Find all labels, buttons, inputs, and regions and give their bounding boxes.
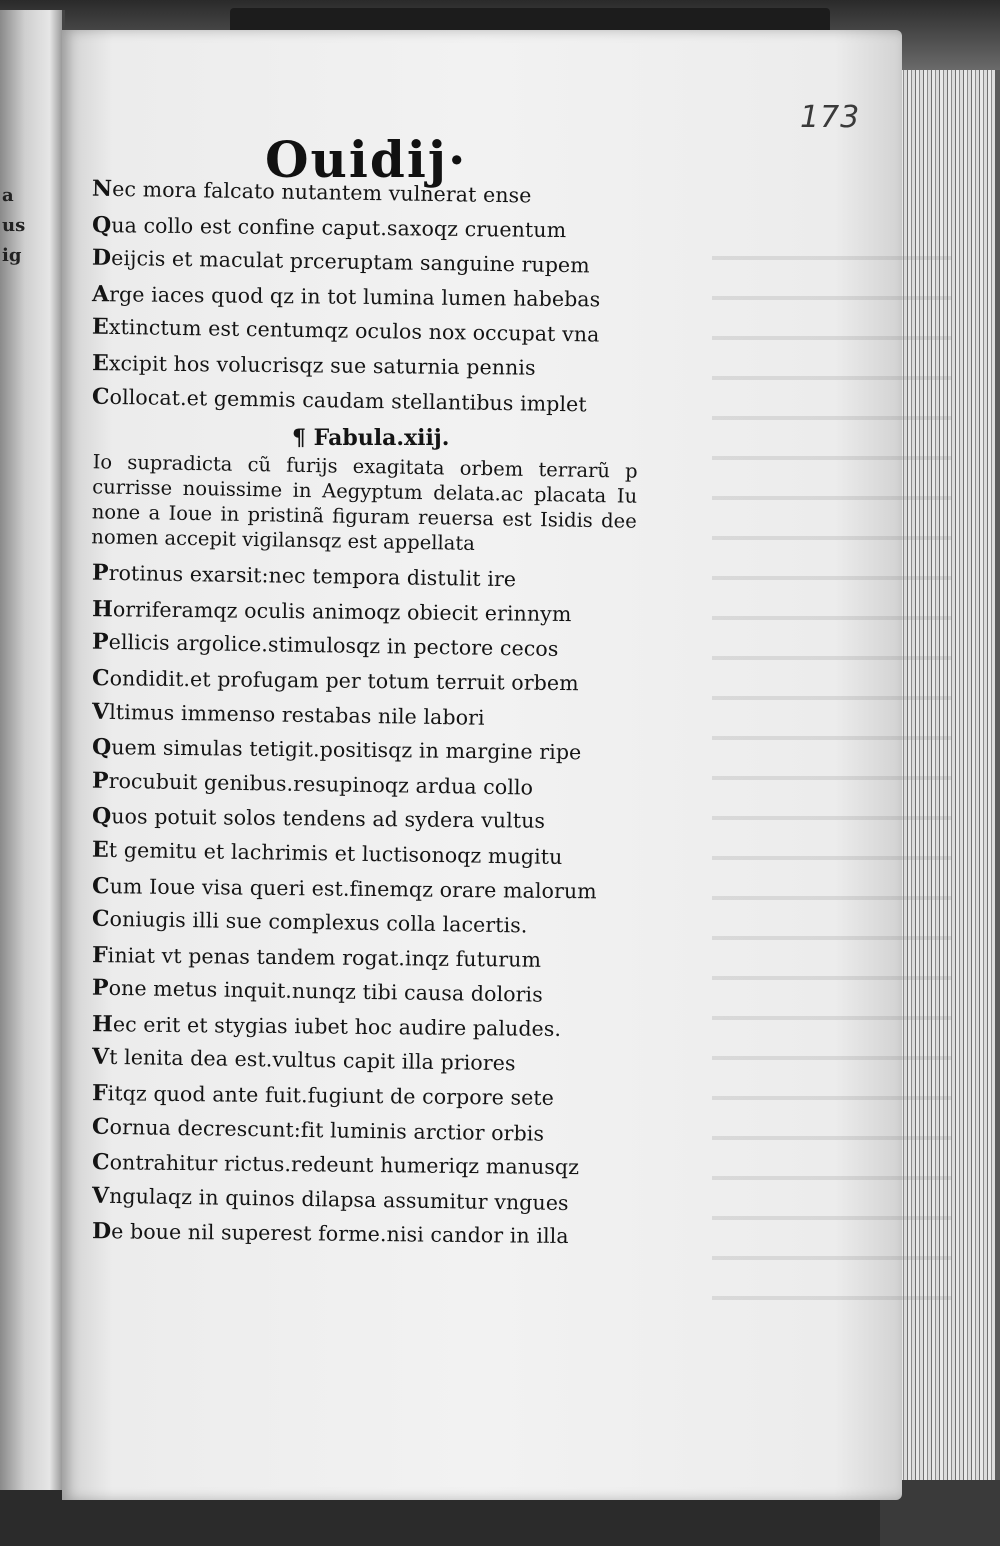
verse-line: Pone metus inquit.nunqz tibi causa doloris	[91, 974, 544, 1007]
verse-line: Protinus exarsit:nec tempora distulit ire	[91, 559, 517, 592]
verse-line: Contrahitur rictus.redeunt humeriqz manusqz	[91, 1149, 580, 1180]
verse-line: Cornua decrescunt:fit luminis arctior orbis	[91, 1113, 545, 1146]
verse-line: Quem simulas tetigit.positisqz in margine ripe	[91, 734, 582, 765]
verse-line: Excipit hos volucrisqz sue saturnia pennis	[91, 350, 536, 380]
verse-line: Nec mora falcato nutantem vulnerat ense	[91, 175, 532, 208]
verse-line: Procubuit genibus.resupinoqz ardua collo	[91, 767, 534, 800]
verse-block-1	[92, 176, 652, 418]
left-page-edge	[0, 10, 65, 1490]
verse-line: Coniugis illi sue complexus colla lacertis.	[91, 905, 528, 938]
verse-line: Arge iaces quod qz in tot lumina lumen habebas	[91, 280, 601, 312]
verse-block-2	[92, 560, 652, 1252]
left-page-fragment: ig	[2, 245, 22, 266]
verse-line: Vt lenita dea est.vultus capit illa priores	[91, 1044, 516, 1076]
verse-line: Pellicis argolice.stimulosqz in pectore cecos	[91, 628, 559, 662]
verse-line: Condidit.et profugam per totum terruit orbem	[91, 665, 579, 696]
fabula-heading: ¶ Fabula.xiij.	[292, 425, 450, 452]
verse-line: Collocat.et gemmis caudam stellantibus implet	[91, 383, 587, 416]
verse-line: Qua collo est confine caput.saxoqz cruentum	[91, 211, 567, 242]
verse-line: Extinctum est centumqz oculos nox occupat vna	[91, 313, 600, 347]
verse-line: De boue nil superest forme.nisi candor in illa	[91, 1218, 569, 1249]
verse-line: Cum Ioue visa queri est.finemqz orare malorum	[91, 872, 597, 903]
left-page-fragment: a	[2, 185, 14, 206]
verse-line: Vltimus immenso restabas nile labori	[91, 698, 485, 730]
verse-line: Horriferamqz oculis animoqz obiecit erinnym	[91, 595, 572, 626]
running-head: Ouidij·	[265, 130, 468, 189]
argument-paragraph: Io supradicta cũ furijs exagitata orbem terrarũ p currisse nouissime in Aegyptum delata.ac placata Iu none a Ioue in pristinã figuram reuersa est Isidis dee nomen accepit vigilansqz est appellata	[91, 450, 638, 556]
verse-line: Fitqz quod ante fuit.fugiunt de corpore sete	[91, 1080, 555, 1110]
folio-number: 173	[800, 100, 861, 135]
left-page-fragment: us	[2, 215, 26, 236]
verse-line: Deijcis et maculat prceruptam sanguine rupem	[91, 244, 590, 278]
main-text-block	[92, 176, 652, 1252]
verse-line: Hec erit et stygias iubet hoc audire paludes.	[91, 1010, 562, 1041]
verse-line: Et gemitu et lachrimis et luctisonoqz mugitu	[91, 836, 563, 869]
verse-line: Quos potuit solos tendens ad sydera vultus	[91, 803, 546, 834]
verse-line: Vngulaqz in quinos dilapsa assumitur vngues	[91, 1182, 569, 1215]
verse-line: Finiat vt penas tandem rogat.inqz futurum	[91, 941, 542, 972]
show-through-text	[712, 230, 952, 1330]
